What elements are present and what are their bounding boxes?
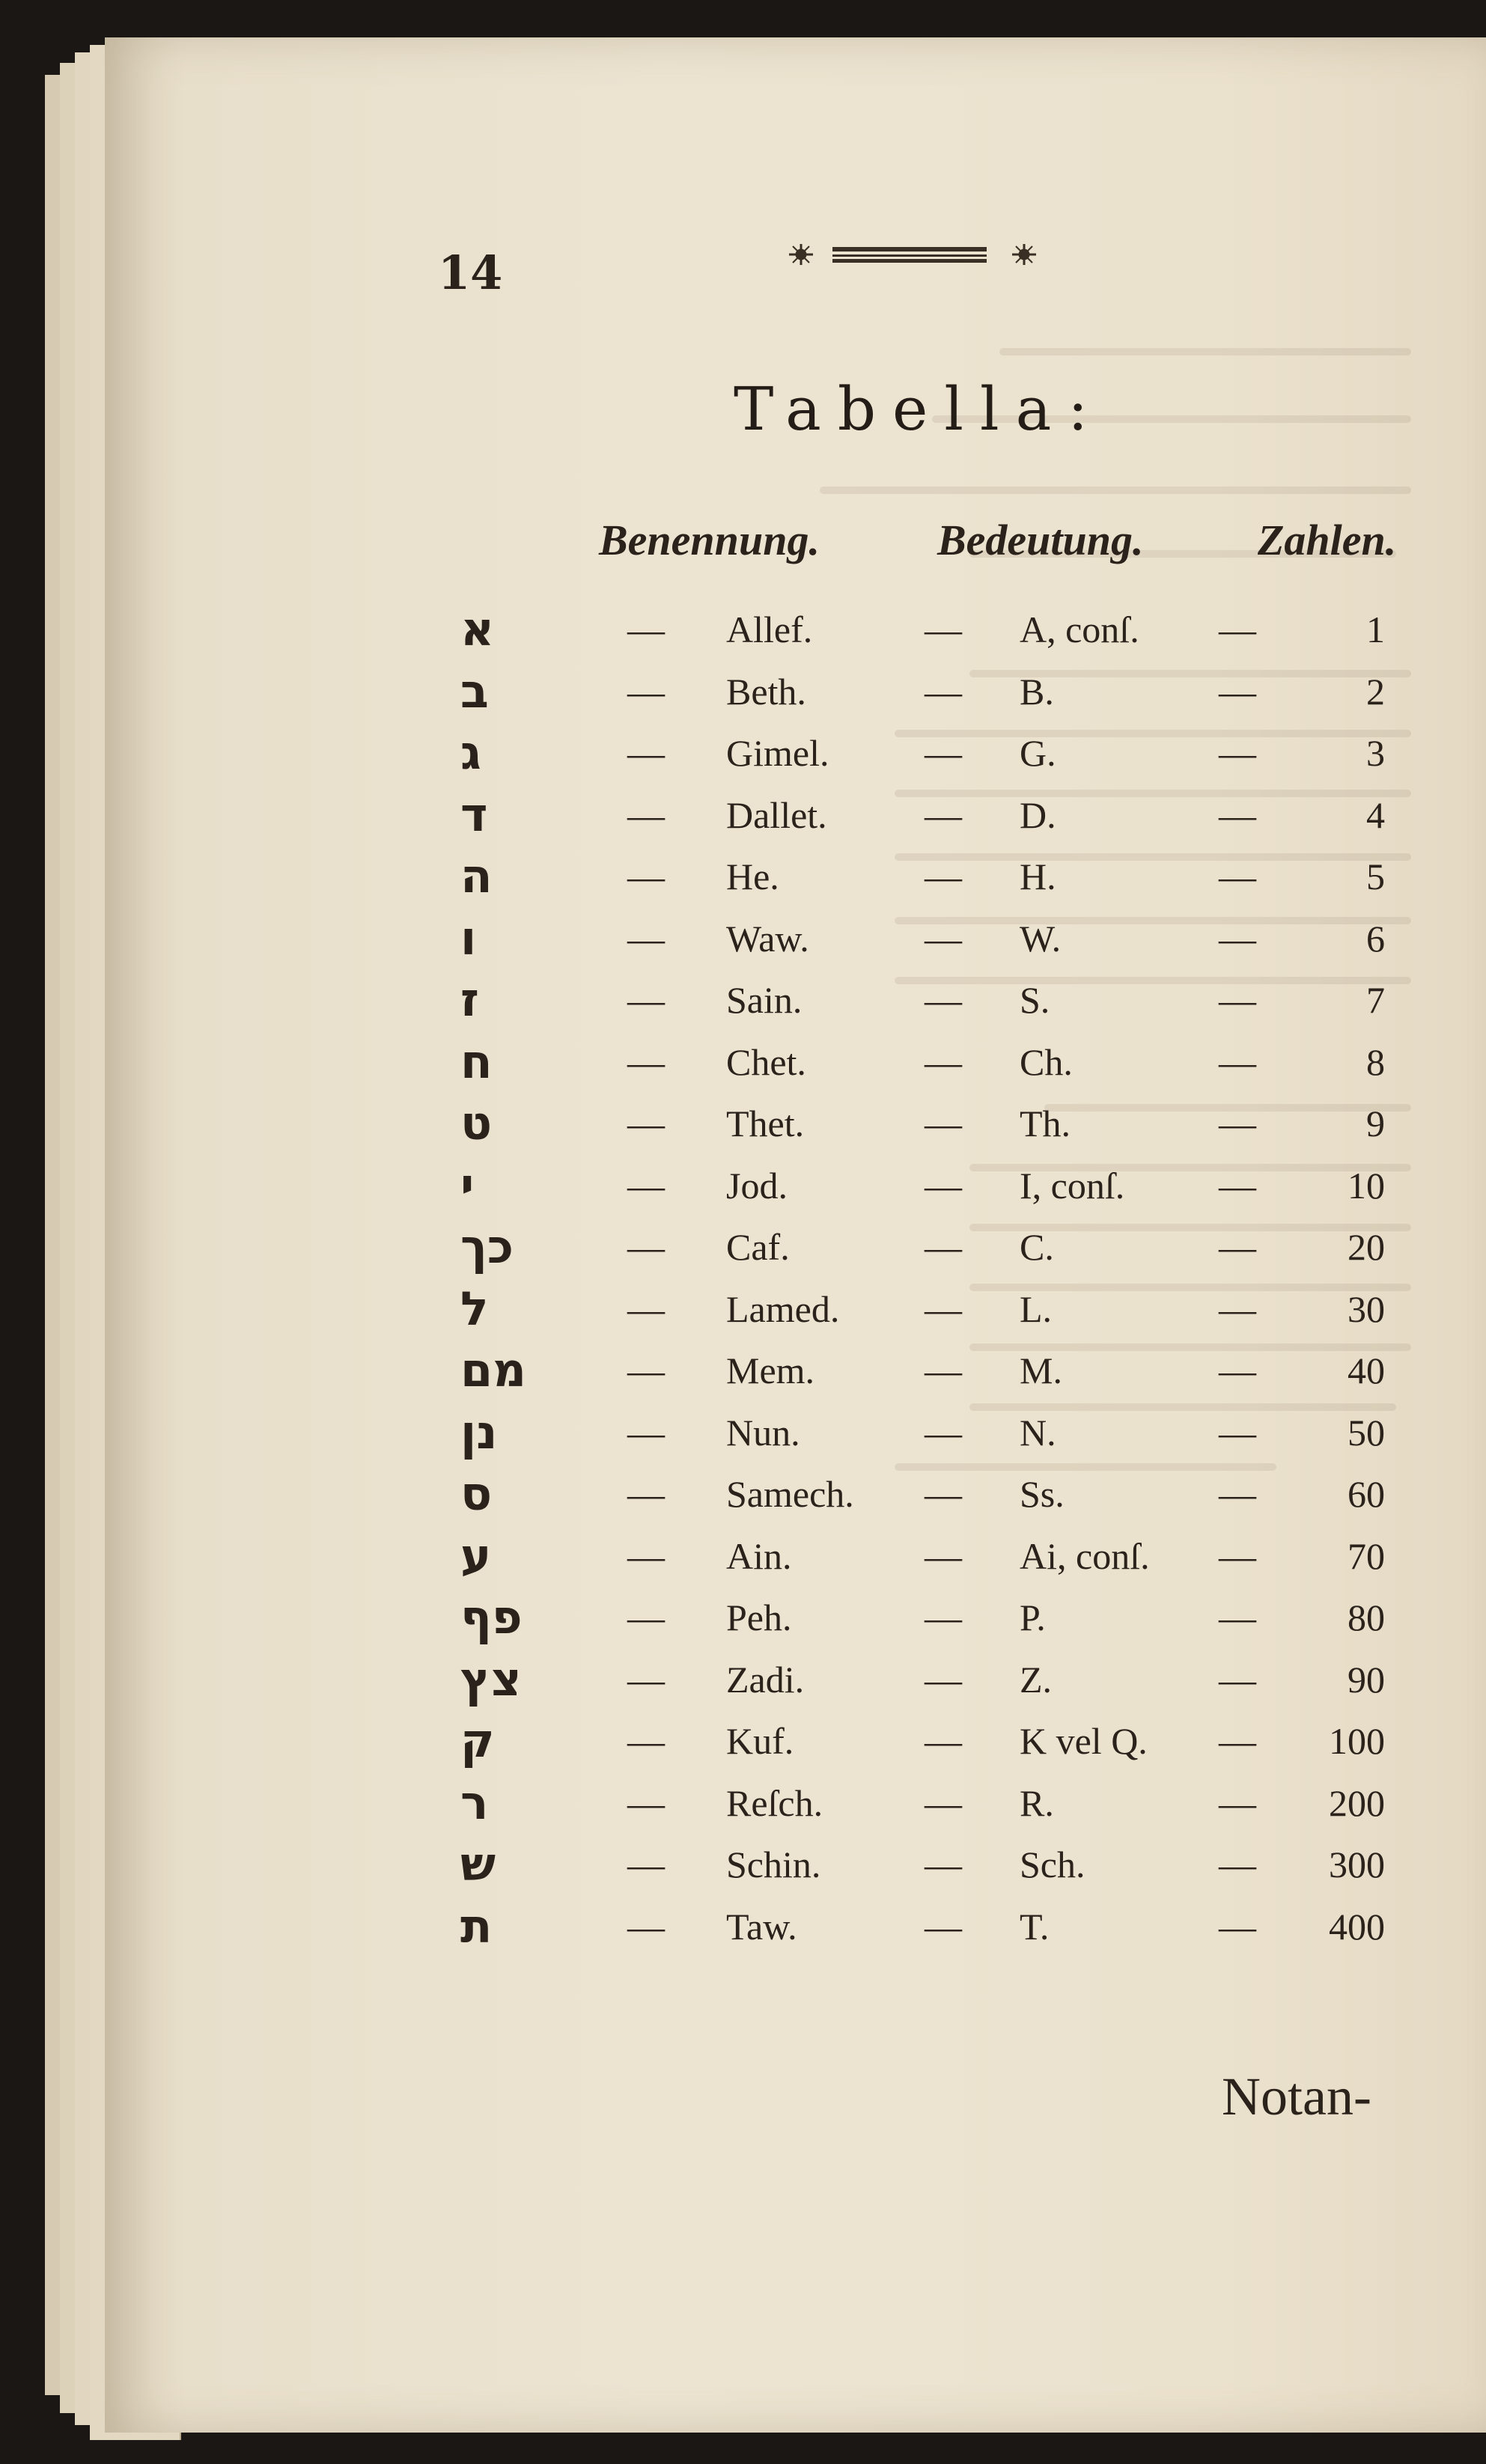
dash-separator: — [925, 1226, 962, 1268]
letter-name: Taw. [726, 1905, 797, 1948]
hebrew-letter: כך [460, 1219, 514, 1274]
table-row [0, 1896, 1486, 1958]
letter-name: Allef. [726, 609, 813, 650]
letter-name: Chet. [726, 1040, 806, 1083]
letter-number: 5 [1366, 856, 1385, 897]
letter-meaning: N. [1020, 1411, 1056, 1454]
hebrew-letter: ג [460, 725, 481, 780]
letter-number: 300 [1329, 1844, 1385, 1885]
table-title: Tabella: [734, 374, 1105, 444]
letter-number: 2 [1366, 670, 1385, 713]
hebrew-letter: צץ [460, 1651, 522, 1707]
dash-separator: — [925, 856, 962, 897]
dash-separator: — [1219, 1658, 1256, 1701]
letter-meaning: G. [1020, 732, 1056, 774]
letter-meaning: R. [1020, 1781, 1054, 1824]
dash-separator: — [627, 670, 665, 713]
letter-name: Thet. [726, 1103, 805, 1144]
hebrew-letter: נן [460, 1404, 498, 1460]
letter-name: Peh. [726, 1597, 792, 1638]
letter-number: 400 [1329, 1905, 1385, 1948]
letter-meaning: S. [1020, 979, 1050, 1021]
letter-name: Mem. [726, 1350, 815, 1391]
table-row [0, 1525, 1486, 1588]
dash-separator: — [627, 1164, 665, 1207]
letter-number: 60 [1348, 1473, 1385, 1515]
dash-separator: — [627, 1658, 665, 1701]
table-row [0, 908, 1486, 970]
table-row [0, 1710, 1486, 1772]
letter-meaning: M. [1020, 1350, 1062, 1391]
letter-name: Ain. [726, 1534, 792, 1577]
letter-meaning: K vel Q. [1020, 1720, 1148, 1762]
table-row [0, 1031, 1486, 1094]
dash-separator: — [1219, 856, 1256, 897]
hebrew-letter: ב [460, 663, 489, 719]
letter-number: 20 [1348, 1226, 1385, 1268]
dash-separator: — [925, 1720, 962, 1762]
page-number: 14 [438, 246, 503, 300]
letter-meaning: I, conſ. [1020, 1164, 1125, 1207]
dash-separator: — [627, 1350, 665, 1391]
dash-separator: — [1219, 1781, 1256, 1824]
dash-separator: — [925, 793, 962, 836]
letter-meaning: C. [1020, 1226, 1054, 1268]
letter-number: 70 [1348, 1534, 1385, 1577]
letter-meaning: Ai, conſ. [1020, 1534, 1150, 1577]
dash-separator: — [925, 1164, 962, 1207]
dash-separator: — [925, 732, 962, 774]
letter-name: Reſch. [726, 1781, 823, 1824]
hebrew-letter: ד [460, 787, 488, 842]
table-row [0, 1340, 1486, 1402]
alphabet-table [0, 599, 1486, 1957]
table-row [0, 784, 1486, 847]
dash-separator: — [1219, 609, 1256, 650]
hebrew-letter: ש [460, 1837, 496, 1891]
letter-number: 3 [1366, 732, 1385, 774]
dash-separator: — [925, 1040, 962, 1083]
dash-separator: — [1219, 1287, 1256, 1330]
letter-meaning: Ss. [1020, 1473, 1065, 1515]
table-row [0, 1587, 1486, 1649]
table-row [0, 846, 1486, 908]
letter-number: 10 [1348, 1164, 1385, 1207]
letter-meaning: H. [1020, 856, 1056, 897]
dash-separator: — [1219, 1844, 1256, 1885]
dash-separator: — [925, 1597, 962, 1638]
column-header-meaning: Bedeutung. [937, 516, 1144, 564]
catchword: Notan- [1222, 2067, 1371, 2126]
dash-separator: — [925, 1350, 962, 1391]
dash-separator: — [925, 1287, 962, 1330]
dash-separator: — [925, 1534, 962, 1577]
table-row [0, 1155, 1486, 1217]
hebrew-letter: ז [460, 972, 479, 1027]
table-row [0, 969, 1486, 1031]
hebrew-letter: ו [460, 910, 477, 966]
letter-name: Nun. [726, 1411, 800, 1454]
letter-meaning: W. [1020, 917, 1062, 960]
dash-separator: — [627, 979, 665, 1021]
dash-separator: — [1219, 732, 1256, 774]
dash-separator: — [627, 1411, 665, 1454]
letter-number: 9 [1366, 1103, 1385, 1144]
hebrew-letter: א [460, 602, 495, 656]
column-header-name: Benennung. [599, 516, 820, 564]
dash-separator: — [1219, 1103, 1256, 1144]
table-row [0, 1278, 1486, 1341]
letter-name: Kuf. [726, 1720, 794, 1762]
letter-meaning: Ch. [1020, 1040, 1073, 1083]
dash-separator: — [1219, 1226, 1256, 1268]
hebrew-letter: ק [460, 1713, 495, 1768]
letter-name: Jod. [726, 1164, 788, 1207]
dash-separator: — [1219, 1534, 1256, 1577]
letter-name: Waw. [726, 917, 809, 960]
dash-separator: — [1219, 979, 1256, 1021]
dash-separator: — [627, 1905, 665, 1948]
hebrew-letter: ל [460, 1281, 489, 1336]
letter-name: Sain. [726, 979, 803, 1021]
letter-number: 80 [1348, 1597, 1385, 1638]
table-row [0, 1772, 1486, 1835]
dash-separator: — [925, 670, 962, 713]
dash-separator: — [925, 1905, 962, 1948]
table-row [0, 1834, 1486, 1896]
letter-number: 90 [1348, 1658, 1385, 1701]
dash-separator: — [627, 1040, 665, 1083]
dash-separator: — [627, 1226, 665, 1268]
dash-separator: — [627, 1844, 665, 1885]
hebrew-letter: ס [460, 1466, 493, 1521]
letter-name: Schin. [726, 1844, 821, 1885]
dash-separator: — [925, 1658, 962, 1701]
hebrew-letter: ה [460, 849, 493, 903]
table-row [0, 1649, 1486, 1711]
table-row [0, 599, 1486, 661]
hebrew-letter: מם [460, 1343, 527, 1397]
hebrew-letter: פף [460, 1590, 523, 1644]
hebrew-letter: ט [460, 1096, 493, 1150]
dash-separator: — [1219, 1473, 1256, 1515]
letter-meaning: P. [1020, 1597, 1046, 1638]
letter-name: Samech. [726, 1473, 854, 1515]
dash-separator: — [925, 1781, 962, 1824]
hebrew-letter: י [460, 1157, 475, 1213]
dash-separator: — [1219, 1597, 1256, 1638]
letter-name: Caf. [726, 1226, 790, 1268]
letter-name: He. [726, 856, 779, 897]
dash-separator: — [1219, 917, 1256, 960]
dash-separator: — [1219, 793, 1256, 836]
dash-separator: — [1219, 1411, 1256, 1454]
letter-number: 6 [1366, 917, 1385, 960]
letter-meaning: B. [1020, 670, 1054, 713]
hebrew-letter: ת [460, 1898, 493, 1954]
letter-name: Gimel. [726, 732, 829, 774]
letter-name: Dallet. [726, 793, 827, 836]
letter-meaning: A, conſ. [1020, 609, 1139, 650]
letter-number: 1 [1366, 609, 1385, 650]
letter-name: Lamed. [726, 1287, 840, 1330]
letter-meaning: Sch. [1020, 1844, 1085, 1885]
letter-meaning: Z. [1020, 1658, 1053, 1701]
dash-separator: — [627, 1287, 665, 1330]
dash-separator: — [627, 609, 665, 650]
dash-separator: — [627, 1534, 665, 1577]
dash-separator: — [925, 1103, 962, 1144]
letter-meaning: D. [1020, 793, 1056, 836]
dash-separator: — [1219, 1164, 1256, 1207]
letter-name: Beth. [726, 670, 806, 713]
letter-number: 100 [1329, 1720, 1385, 1762]
letter-number: 30 [1348, 1287, 1385, 1330]
dash-separator: — [627, 1103, 665, 1144]
table-row [0, 1093, 1486, 1155]
letter-number: 50 [1348, 1411, 1385, 1454]
hebrew-letter: ע [460, 1528, 492, 1583]
letter-number: 40 [1348, 1350, 1385, 1391]
letter-number: 200 [1329, 1781, 1385, 1824]
dash-separator: — [925, 609, 962, 650]
letter-meaning: Th. [1020, 1103, 1071, 1144]
dash-separator: — [627, 856, 665, 897]
hebrew-letter: ח [460, 1034, 493, 1089]
table-row [0, 1463, 1486, 1525]
dash-separator: — [925, 1473, 962, 1515]
letter-number: 8 [1366, 1040, 1385, 1083]
letter-number: 7 [1366, 979, 1385, 1021]
dash-separator: — [925, 979, 962, 1021]
column-header-number: Zahlen. [1258, 516, 1397, 564]
dash-separator: — [627, 917, 665, 960]
dash-separator: — [627, 793, 665, 836]
table-row [0, 661, 1486, 723]
dash-separator: — [1219, 1720, 1256, 1762]
dash-separator: — [627, 1473, 665, 1515]
header-ornament [779, 238, 1048, 271]
letter-meaning: T. [1020, 1905, 1050, 1948]
letter-number: 4 [1366, 793, 1385, 836]
dash-separator: — [627, 1720, 665, 1762]
table-row [0, 722, 1486, 784]
dash-separator: — [1219, 1905, 1256, 1948]
dash-separator: — [1219, 1350, 1256, 1391]
dash-separator: — [925, 1844, 962, 1885]
dash-separator: — [627, 1781, 665, 1824]
dash-separator: — [925, 1411, 962, 1454]
table-row [0, 1402, 1486, 1464]
dash-separator: — [627, 732, 665, 774]
dash-separator: — [925, 917, 962, 960]
letter-name: Zadi. [726, 1658, 805, 1701]
hebrew-letter: ר [460, 1775, 489, 1830]
dash-separator: — [1219, 1040, 1256, 1083]
dash-separator: — [627, 1597, 665, 1638]
table-row [0, 1216, 1486, 1278]
dash-separator: — [1219, 670, 1256, 713]
letter-meaning: L. [1020, 1287, 1053, 1330]
